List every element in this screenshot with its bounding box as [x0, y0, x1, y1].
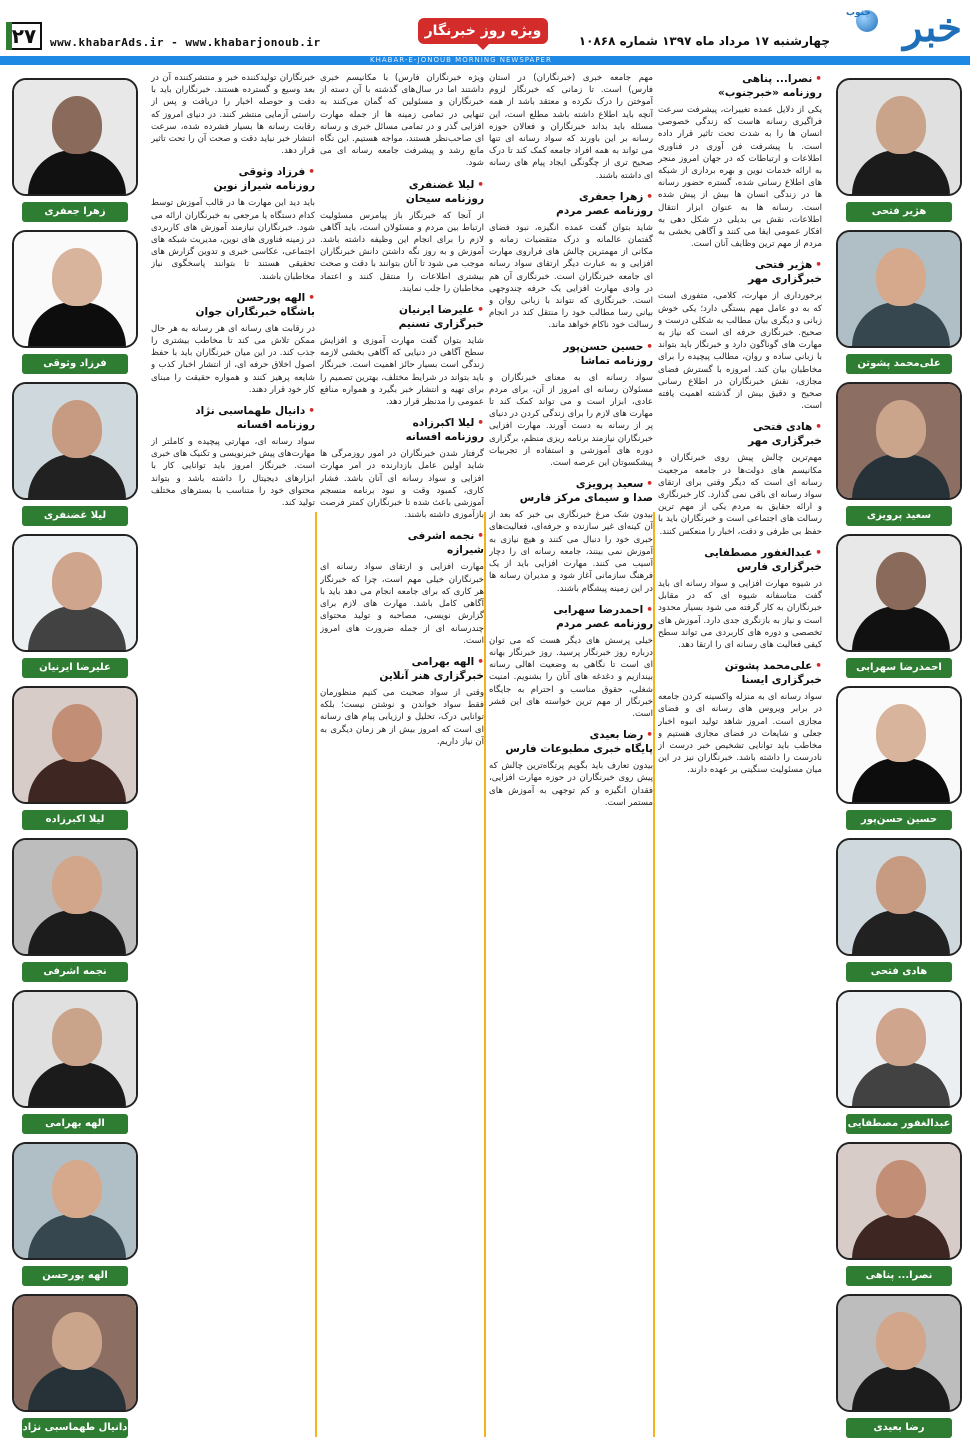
reporter-photo [12, 230, 138, 348]
reporter-photo [836, 1294, 962, 1412]
article-body: خبرنگاران تولیدکننده خبر و منتشرکننده آن در بعد وسیع و گسترده هستند. خبرنگاران باید با دقت و حوصله اخبار را دریافت و پس از راستی آزمایی منتشر کنند. در دنیای امروز که رقابت رسانه ها بسیار فشرده شده، سرعت انتشار خبر نباید دقت و صحت آن را تحت تاثیر قرار دهد. [151, 73, 315, 157]
article-author: • فرزاد وثوقی [151, 165, 315, 179]
reporter-photo [836, 838, 962, 956]
reporter-name-label: علیرضا ایرنیان [22, 658, 128, 678]
article-author: • دانیال طهماسبی نژاد [151, 404, 315, 418]
article-outlet: روزنامه شیراز نوین [213, 180, 315, 193]
article [489, 340, 653, 470]
reporter-photo [836, 686, 962, 804]
article-outlet: خبرگزاری مهر [748, 435, 822, 448]
reporter-card [830, 832, 968, 984]
reporter-photo [12, 382, 138, 500]
reporter-name-label: نجمه اشرفی [22, 962, 128, 982]
reporter-name-label: احمدرضا سهرابی [846, 658, 952, 678]
reporter-photo [12, 1294, 138, 1412]
article [320, 303, 484, 408]
reporter-name-label: الهه بهرامی [22, 1114, 128, 1134]
article-body: مهم‌ترین چالش پیش روی خبرنگاران و مکانیسم های دولت‌ها در جامعه مرجعیت رسانه ای است که دیگر وقتی برای ارتقای سواد رسانه ای باقی نمی گذارد. کار خبرنگاری و ارائه حقایق به مردم یکی از مهم ترین رسالت های اجتماعی است و خبرنگاران باید با حفظ بی طرفی و دقت، اخبار را منعکس کنند. [658, 453, 822, 537]
article [320, 416, 484, 521]
article [658, 72, 822, 250]
article [658, 420, 822, 537]
reporter-card [6, 224, 144, 376]
article-body: خیلی پرسش های دیگر هست که می توان درباره روز خبرنگار پرسید. روز خبرنگار بهانه ای است تا نگاهی به وضعیت اهالی رسانه بیندازیم و دغدغه های آنان را بشنویم. امنیت شغلی، حقوق مناسب و احترام به جایگاه خبرنگار از مهم ترین خواسته های این قشر است. [489, 635, 653, 719]
article-author: • لیلا غضنفری [320, 178, 484, 192]
strip-text: KHABAR-E-JONOUB MORNING NEWSPAPER [370, 56, 552, 64]
article-author: • زهرا جعفری [489, 190, 653, 204]
article [151, 72, 315, 157]
reporter-name-label: عبدالغفور مصطفایی [846, 1114, 952, 1134]
article-body: سواد رسانه ای به منزله واکسینه کردن جامعه در برابر ویروس های رسانه ای و فضای مجازی است. امروز شاهد تولید انبوه اخبار جعلی و شایعات در فضای مجازی هستیم و مخاطب باید توانایی تشخیص خبر درست از نادرست را داشته باشد. خبرنگاران نیز در این میان مسئولیت سنگینی بر عهده دارند. [658, 692, 822, 776]
article-body: مهم جامعه خبری (خبرنگاران) در استان فارس) است. تا زمانی که خبرنگار لزوم آموختن را درک نکرده و معتقد باشد از همه آنچه باید اطلاع داشته باشد مطلع است، این مسئله باید بداند خبرنگاران و فعالان حوزه رسانه بر این باورند که سواد رسانه ای تنها می تواند به همه افراد جامعه کمک کند تا درک صحیح تری از چگونگی ایجاد پیام های رسانه ای داشته باشند. [489, 73, 653, 181]
article-outlet: خبرگزاری ایسنا [741, 674, 822, 687]
article-outlet: پایگاه خبری مطبوعات فارس [505, 743, 653, 756]
reporter-card [6, 832, 144, 984]
logo-subtitle: جنوب [846, 8, 871, 18]
reporter-card [830, 224, 968, 376]
article [320, 178, 484, 295]
article-outlet: خبرگزاری مهر [748, 273, 822, 286]
reporter-card [6, 72, 144, 224]
article-body: مهارت افزایی و ارتقای سواد رسانه ای خبرنگاران خیلی مهم است، چرا که خبرنگار هر کاری که برای جامعه انجام می دهد باید با آگاهی کامل باشد. مهارت های لازم برای گزارش نویسی، مصاحبه و تولید محتوای چندرسانه ای از جمله ضرورت های امروز است. [320, 562, 484, 646]
reporter-name-label: رضا بعیدی [846, 1418, 952, 1438]
article-author: • علیرضا ایرنیان [320, 303, 484, 317]
article-outlet: باشگاه خبرنگاران جوان [195, 305, 315, 318]
section-title: ویژه روز خبرنگار [418, 18, 548, 44]
left-photo-column [6, 72, 144, 1440]
article [320, 72, 484, 170]
issue-dateline: چهارشنبه ۱۷ مرداد ماه ۱۳۹۷ شماره ۱۰۸۶۸ [578, 34, 830, 48]
article-author: • لیلا اکبرزاده [320, 416, 484, 430]
reporter-photo [836, 534, 962, 652]
text-column [489, 72, 653, 1437]
article-author: • حسین حسن‌پور [489, 340, 653, 354]
article [658, 546, 822, 651]
reporter-card [830, 72, 968, 224]
article-author: • نجمه اشرفی [320, 529, 484, 543]
reporter-card [830, 1288, 968, 1440]
article [320, 655, 484, 748]
column-divider [315, 72, 317, 1437]
article-author: • سعید پرویزی [489, 477, 653, 491]
article-outlet: روزنامه تماشا [580, 354, 653, 367]
article-outlet: روزنامه افسانه [405, 431, 484, 444]
page-number: ۲۷ [6, 22, 42, 50]
article-body: بیدون شک مرغ خبرنگاری بی‌ خبر که بعد از آن کینه‌ای غیر سازنده و حرفه‌ای، فعالیت‌های خبری خود را دنبال می کنند و هیچ نیازی به آموزش نمی بینند، جامعه رسانه ای را دچار آسیب می کنند. مهارت افزایی باید از یک فرهنگ سازمانی آغاز شود و مدیران رسانه ها در این زمینه پیشگام باشند. [489, 510, 653, 594]
article-body: باید دید این مهارت ها در قالب آموزش توسط کدام دستگاه یا مرجعی به خبرنگاران ارائه می شود. خبرنگاران نیازمند آموزش های کاربردی در زمینه فناوری های نوین، مدیریت شبکه های اجتماعی، عکاسی خبری و تدوین گزارش های تحقیقی هستند تا بتوانند پاسخگوی نیاز مخاطبان باشند. [151, 198, 315, 282]
reporter-card [830, 984, 968, 1136]
text-column [151, 72, 315, 1437]
article-body: بیدون تعارف باید بگویم پرتگاه‌ترین چالش که پیش روی خبرنگاران در حوزه مهارت افزایی، فقدان انگیزه و کم توجهی به آموزش های مستمر است. [489, 761, 653, 808]
reporter-card [830, 376, 968, 528]
text-column [320, 72, 484, 1437]
article-outlet: خبرگزاری هنر آنلاین [379, 669, 484, 682]
reporter-card [830, 680, 968, 832]
reporter-name-label: زهرا جعفری [22, 202, 128, 222]
article-author: • نصرا... پناهی [658, 72, 822, 86]
article-body: در رقابت های رسانه ای هر رسانه به هر حال ممکن تلاش می کند تا مخاطب بیشتری را جذب کند. در این میان خبرنگاران باید با حفظ اصول اخلاق حرفه ای، از انتشار اخبار کذب و شایعه پرهیز کنند و همواره حقیقت را مبنای کار خود قرار دهند. [151, 323, 315, 395]
article [489, 728, 653, 809]
reporter-photo [836, 78, 962, 196]
article-outlet: روزنامه سیحان [405, 192, 484, 205]
reporter-name-label: حسین حسن‌پور [846, 810, 952, 830]
reporter-photo [836, 1142, 962, 1260]
reporter-card [6, 528, 144, 680]
article-body: در شیوه مهارت افزایی و سواد رسانه ای باید گفت متاسفانه شیوه ای که در مقابل خبرنگاران به کار گرفته می شود بسیار محدود است و نیاز به بازنگری جدی دارد. آموزش های تخصصی و دوره های کاربردی می تواند سطح کیفی فعالیت های رسانه ای را ارتقا دهد. [658, 578, 822, 650]
reporter-photo [12, 78, 138, 196]
articles-area [148, 72, 824, 1437]
article-body: وقتی از سواد صحبت می کنیم منظورمان فقط سواد خواندن و نوشتن نیست؛ بلکه توانایی درک، تحلیل و ارزیابی پیام های رسانه ای است که امروز بیش از هر زمان دیگری به آن نیاز داریم. [320, 687, 484, 747]
reporter-name-label: دانیال طهماسبی نژاد [22, 1418, 128, 1438]
website-links[interactable]: www.khabarAds.ir - www.khabarjonoub.ir [50, 36, 321, 49]
article-outlet: روزنامه «خبرجنوب» [718, 87, 822, 99]
reporter-name-label: هژیر فتحی [846, 202, 952, 222]
reporter-photo [12, 990, 138, 1108]
reporter-card [830, 528, 968, 680]
article-author: • علی‌محمد پشوتن [658, 659, 822, 673]
article-author: • الهه بهرامی [320, 655, 484, 669]
article-outlet: روزنامه عصر مردم [556, 204, 653, 217]
reporter-photo [12, 1142, 138, 1260]
reporter-card [6, 680, 144, 832]
article-body: سواد رسانه ای به معنای خبرنگاران و مسئولان رسانه ای امروز از آن، برای مردم عادی، ابزار است و می تواند کمک کند تا مهارت های لازم را برای زندگی کردن در دنیای پر از رسانه به دست آورند. مهارت افزایی خبرنگاران نیازمند برنامه ریزی منظم، برگزاری دوره های آموزشی و استفاده از تجربیات پیشکسوتان این عرصه است. [489, 372, 653, 469]
reporter-name-label: الهه پورحسن [22, 1266, 128, 1286]
reporter-card [830, 1136, 968, 1288]
article-body: شاید بتوان گفت عمده انگیزه، نبود فضای گفتمان عالمانه و درک متقضیات زمانه و مکانی از مهمترین چالش های فراروی مهارت افزایی و به عبارت دیگر ارتقای سواد رسانه ای جامعه خبرنگاران است. خبرنگاری آن هم در وادی مهارت افزایی یک حرفه چندوجهی است. خبرنگاری که نتواند با زبانی روان و بیانی رسا مطالب خود را منتقل کند در انجام رسالت خود ناکام خواهد ماند. [489, 222, 653, 331]
column-divider [484, 72, 486, 1437]
article-outlet: شیرازه [447, 544, 484, 557]
article [489, 477, 653, 594]
reporter-name-label: فرزاد وثوقی [22, 354, 128, 374]
reporter-name-label: لیلا غضنفری [22, 506, 128, 526]
article-body: شاید بتوان گفت مهارت آموزی و افزایش سطح آگاهی در دنیایی که آگاهی بخشی لازمه زندگی است بسیار حائز اهمیت است. خبرنگار باید بتواند در شرایط مختلف، بهترین تصمیم را برای تهیه و انتشار خبر بگیرد و همواره منافع عمومی را مدنظر قرار دهد. [320, 336, 484, 408]
article [658, 659, 822, 776]
article [151, 165, 315, 282]
reporter-card [6, 984, 144, 1136]
reporter-name-label: لیلا اکبرزاده [22, 810, 128, 830]
article [658, 258, 822, 412]
reporter-photo [836, 990, 962, 1108]
article [489, 190, 653, 332]
article-body: ویژه خبرنگاران فارس) با مکانیسم خبری داشتند اما در سال‌های گذشته با آن دسته از خبرنگاران و مسئولین که گمان می‌کنند به تنهایی در تمامی زمینه ها از جمله مهارت افزایی گذر و در تمامی مسائل خبری و رسانه ای صاحب‌نظر هستند، مواجه هستیم. این نگاه مانع رشد و پیشرفت جامعه رسانه ای می شود. [320, 73, 484, 169]
article [489, 603, 653, 720]
article-body: سواد رسانه ای، مهارتی پیچیده و کاملتر از مهارت‌های پیش خبرنویسی و تکنیک های خبری است. خبرنگار امروز باید توانایی کار با ابزارهای دیجیتال را داشته باشد و بتواند محتوای خود را متناسب با بسترهای مختلف تولید کند. [151, 437, 315, 509]
reporter-name-label: نصرا... پناهی [846, 1266, 952, 1286]
reporter-photo [836, 230, 962, 348]
article [151, 404, 315, 509]
article-outlet: صدا و سیمای مرکز فارس [519, 492, 653, 505]
reporter-name-label: علی‌محمد پشوتن [846, 354, 952, 374]
article [320, 529, 484, 646]
article [489, 72, 653, 182]
article-outlet: خبرگزاری تسنیم [398, 318, 484, 331]
article-author: • احمدرضا سهرابی [489, 603, 653, 617]
right-photo-column [830, 72, 968, 1440]
article-author: • عبدالغفور مصطفایی [658, 546, 822, 560]
reporter-photo [12, 534, 138, 652]
reporter-card [6, 376, 144, 528]
article [151, 291, 315, 396]
reporter-name-label: هادی فتحی [846, 962, 952, 982]
article-outlet: خبرگزاری فارس [736, 560, 822, 573]
reporter-photo [836, 382, 962, 500]
column-divider [653, 72, 655, 1437]
page-header [0, 0, 970, 68]
article-author: • هادی فتحی [658, 420, 822, 434]
article-body: برخورداری از مهارت، کلامی، متفوری است که به دو عامل مهم بستگی دارد؛ یکی خوش زبانی و دیگری بیان مطالب به شکلی درست و صحیح. خبرنگاری حرفه ای است که نیاز به مهارت های گوناگون دارد و خبرنگار باید بتواند با زبانی ساده و روان، مطالب پیچیده را برای مخاطبان بیان کند. امروزه با گسترش فضای مجازی، نقش خبرنگاران در اطلاع رسانی صحیح و دقیق بیش از گذشته اهمیت یافته است. [658, 291, 822, 412]
article-author: • هژیر فتحی [658, 258, 822, 272]
text-column [658, 72, 822, 1437]
article-body: از آنجا که خبرنگار باز پیامرس مسئولیت ارتباط بین مردم و مسئولان است، باید آگاهی لازم را برای انجام این وظیفه داشته باشد. آموزش و به روز نگه داشتن دانش خبرنگاران موجب می شود تا آنان بتوانند با دقت و صحت بیشتری اطلاعات را منتقل کنند و اعتماد مخاطبان را جلب نمایند. [320, 210, 484, 294]
reporter-name-label: سعید پرویزی [846, 506, 952, 526]
reporter-card [6, 1136, 144, 1288]
article-outlet: روزنامه عصر مردم [556, 617, 653, 630]
article-body: یکی از دلایل عمده تغییرات، پیشرفت سرعت فراگیری رسانه هاست که زندگی خصوصی انسان ها را به شدت تحت تاثیر قرار داده است. با پیشرفت فن آوری در فناوری اطلاعات و ارتباطات که در جهان امروز منجر به ارائه خدمات نوین و بهره برداری از شبکه های اطلاع رسانی شده، گستره حضور رسانه ها در زندگی انسان ها بیش از پیش شده است. رسانه ها به عنوان ابزار انتقال اطلاعات، نقش بی بدیلی در شکل دهی به افکار عمومی ایفا می کنند و آگاهی بخشی به مردم از مهم ترین وظایف آنان است. [658, 105, 822, 250]
logo-text: خبر [903, 4, 962, 51]
article-author: • الهه پورحسن [151, 291, 315, 305]
article-author: • رضا بعیدی [489, 728, 653, 742]
reporter-photo [12, 686, 138, 804]
reporter-card [6, 1288, 144, 1440]
reporter-photo [12, 838, 138, 956]
article-outlet: روزنامه افسانه [236, 419, 315, 432]
article-body: گرفتار شدن خبرنگاران در امور روزمرگی ها شاید اولین عامل بازدارنده در امر مهارت افزایی و سواد رسانه ای آنان باشد. فشار کاری، کمبود وقت و نبود برنامه منسجم آموزشی باعث شده تا خبرنگاران کمتر فرصت بازآموزی داشته باشند. [320, 449, 484, 521]
newspaper-logo[interactable] [842, 4, 962, 54]
